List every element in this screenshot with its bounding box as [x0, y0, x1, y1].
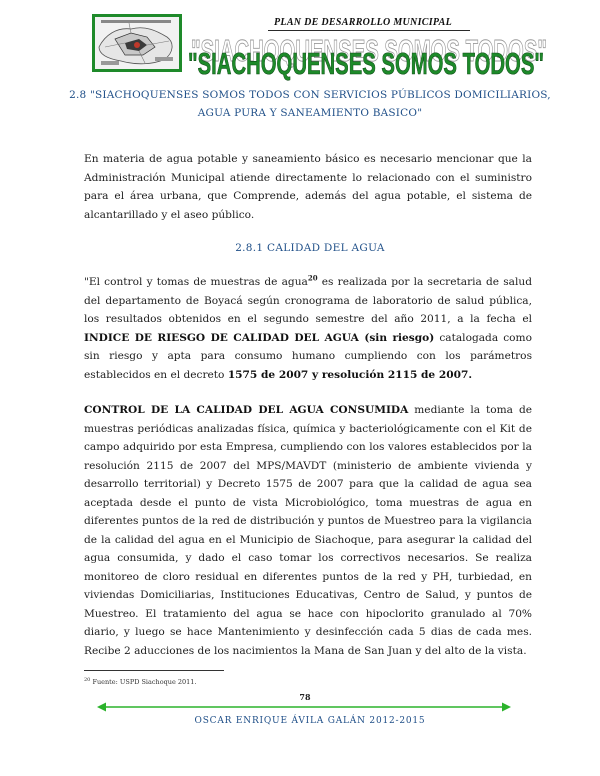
- footer-double-arrow: [96, 701, 512, 713]
- p2-text-3: catalogada como sin riesgo y apta para consumo humano cumpliendo con los parámetros establecidos en el decreto: [84, 331, 532, 381]
- quality-control-paragraph: [84, 401, 532, 660]
- intro-paragraph: En materia de agua potable y saneamiento básico es necesario mencionar que la Administración Municipal atiende directamente lo relacionado con el suministro para el área urbana, que Comprende, además del agua potable, el sistema de alcantarillado y el aseo público.: [84, 153, 532, 221]
- plan-title: PLAN DE DESARROLLO MUNICIPAL: [274, 17, 452, 28]
- footnote-separator: [84, 670, 224, 671]
- p2-bold-decree: 1575 de 2007 y resolución 2115 de 2007.: [227, 368, 473, 381]
- p3-text: mediante la toma de muestras periódicas analizadas física, química y bacteriológicamente con el Kit de campo adquirido por esta Empresa, cumpliendo con los valores establecidos por la resolución 2115 de 2007 del MPS/MAVDT (ministerio de ambiente vivienda y desarrollo territorial) y Decreto 1575 de 2007 para que la calidad de agua sea aceptada desde el punto de vista Microbiológico, toma muestras de agua en diferentes puntos de la red de distribución y puntos de Muestreo para la vigilancia de la calidad del agua en el Municipio de Siachoque, para asegurar la calidad del agua consumida, y dado el caso tomar los correctivos necesarios. Se realiza monitoreo de cloro residual en diferentes puntos de la red y PH, turbiedad, en viviendas Domiciliarias, Instituciones Educativas, Centro de Salud, y puntos de Muestreo. El tratamiento del agua se hace con hipoclorito granulado al 70% diario, y luego se hace Mantenimiento y desinfección cada 5 dias de cada mes. Recibe 2 aducciones de los nacimientos la Mana de San Juan y del alto de la vista.: [84, 404, 532, 657]
- footnote-reference: 20: [307, 273, 318, 283]
- footnote-text: Fuente: USPD Siachoque 2011.: [90, 678, 197, 686]
- p2-text-1: "El control y tomas de muestras de agua: [84, 276, 308, 288]
- water-quality-paragraph: [84, 273, 532, 384]
- banner-text: "SIACHOQUENSES SOMOS TODOS": [188, 46, 544, 81]
- section-heading-line2: AGUA PURA Y SANEAMIENTO BASICO": [197, 107, 423, 119]
- section-heading-line1: 2.8 "SIACHOQUENSES SOMOS TODOS CON SERVICIOS PÚBLICOS DOMICILIARIOS,: [69, 89, 551, 101]
- footnote: [84, 678, 196, 686]
- subsection-heading: 2.8.1 CALIDAD DEL AGUA: [235, 242, 385, 254]
- p3-bold-heading: CONTROL DE LA CALIDAD DEL AGUA CONSUMIDA: [84, 404, 409, 416]
- p2-bold-risk-index: INDICE DE RIESGO DE CALIDAD DEL AGUA (sin riesgo): [84, 331, 435, 344]
- p2-text-2: es realizada por la secretaria de salud del departamento de Boyacá según cronograma de laboratorio de salud pública, los resultados obtenidos en el segundo semestre del año 2011, a la fecha el: [84, 276, 532, 325]
- municipal-map-logo: [92, 14, 182, 72]
- section-heading: [60, 86, 560, 122]
- banner-shadow-text: "SIACHOQUENSES SOMOS TODOS": [191, 33, 547, 68]
- footer-author: OSCAR ENRIQUE ÁVILA GALÁN 2012-2015: [194, 716, 426, 726]
- slogan-banner: [182, 30, 552, 81]
- footnote-number: 20: [84, 676, 91, 683]
- page-number: 78: [299, 692, 311, 702]
